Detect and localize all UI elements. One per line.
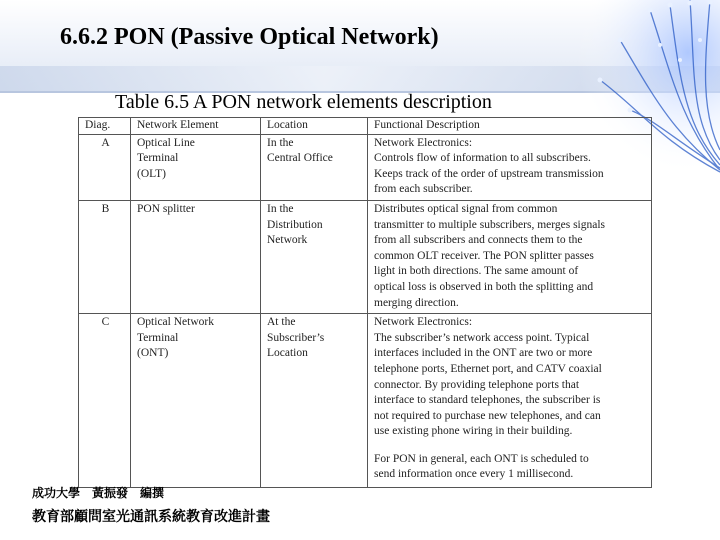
- table-row: [79, 200, 652, 313]
- footer-author: 成功大學 黃振發 編撰: [32, 486, 165, 500]
- description-line: from each subscriber.: [374, 183, 473, 196]
- description-line: Distributes optical signal from common: [374, 202, 558, 215]
- element-line: Optical Line: [137, 136, 195, 149]
- pon-elements-table: [78, 117, 652, 488]
- location-line: In the: [267, 136, 294, 149]
- diag-cell: C: [79, 314, 131, 488]
- description-line: light in both directions. The same amount of: [374, 265, 579, 278]
- header-network-element: Network Element: [131, 118, 261, 135]
- description-line: interface to standard telephones, the subscriber is: [374, 394, 601, 407]
- table-row: [79, 134, 652, 200]
- location-line: Location: [267, 347, 308, 360]
- description-note-line: send information once every 1 millisecond.: [374, 468, 574, 481]
- element-cell: [131, 134, 261, 200]
- description-line: use existing phone wiring in their building.: [374, 425, 573, 438]
- element-cell: [131, 200, 261, 313]
- description-cell: [368, 314, 652, 488]
- location-line: At the: [267, 316, 296, 329]
- header-diag: Diag.: [79, 118, 131, 135]
- footer-program: 教育部顧問室光通訊系統教育改進計畫: [32, 509, 270, 525]
- location-line: Subscriber’s: [267, 331, 325, 344]
- element-line: Terminal: [137, 152, 179, 165]
- table-header-row: [79, 118, 652, 135]
- description-line: The subscriber’s network access point. Typical: [374, 331, 590, 344]
- element-line: PON splitter: [137, 202, 195, 215]
- description-line: Keeps track of the order of upstream transmission: [374, 167, 604, 180]
- description-line: optical loss is observed in both the splitting and: [374, 280, 594, 293]
- description-line: not required to purchase new telephones, and can: [374, 409, 601, 422]
- description-line: merging direction.: [374, 296, 459, 309]
- description-line: Network Electronics:: [374, 316, 473, 329]
- description-line: from all subscribers and connects them to the: [374, 234, 583, 247]
- element-line: Optical Network: [137, 316, 214, 329]
- description-cell: [368, 200, 652, 313]
- description-line: common OLT receiver. The PON splitter passes: [374, 249, 594, 262]
- description-line: telephone ports, Ethernet port, and CATV coaxial: [374, 362, 602, 375]
- element-line: Terminal: [137, 331, 179, 344]
- table-caption: Table 6.5 A PON network elements description: [115, 91, 492, 113]
- location-line: Distribution: [267, 218, 323, 231]
- description-line: interfaces included in the ONT are two or more: [374, 347, 593, 360]
- description-line: transmitter to multiple subscribers, merges signals: [374, 218, 606, 231]
- element-cell: [131, 314, 261, 488]
- element-line: (ONT): [137, 347, 169, 360]
- element-line: (OLT): [137, 167, 166, 180]
- header-location: Location: [261, 118, 368, 135]
- description-line: Controls flow of information to all subscribers.: [374, 152, 591, 165]
- diag-cell: B: [79, 200, 131, 313]
- description-line: Network Electronics:: [374, 136, 473, 149]
- location-cell: [261, 200, 368, 313]
- location-line: Network: [267, 234, 308, 247]
- description-cell: [368, 134, 652, 200]
- location-line: Central Office: [267, 152, 333, 165]
- location-cell: [261, 134, 368, 200]
- description-note-line: For PON in general, each ONT is scheduled to: [374, 452, 589, 465]
- description-line: connector. By providing telephone ports that: [374, 378, 580, 391]
- slide-title: 6.6.2 PON (Passive Optical Network): [60, 24, 439, 50]
- location-cell: [261, 314, 368, 488]
- header-functional-description: Functional Description: [368, 118, 652, 135]
- location-line: In the: [267, 202, 294, 215]
- diag-cell: A: [79, 134, 131, 200]
- table-row: [79, 314, 652, 488]
